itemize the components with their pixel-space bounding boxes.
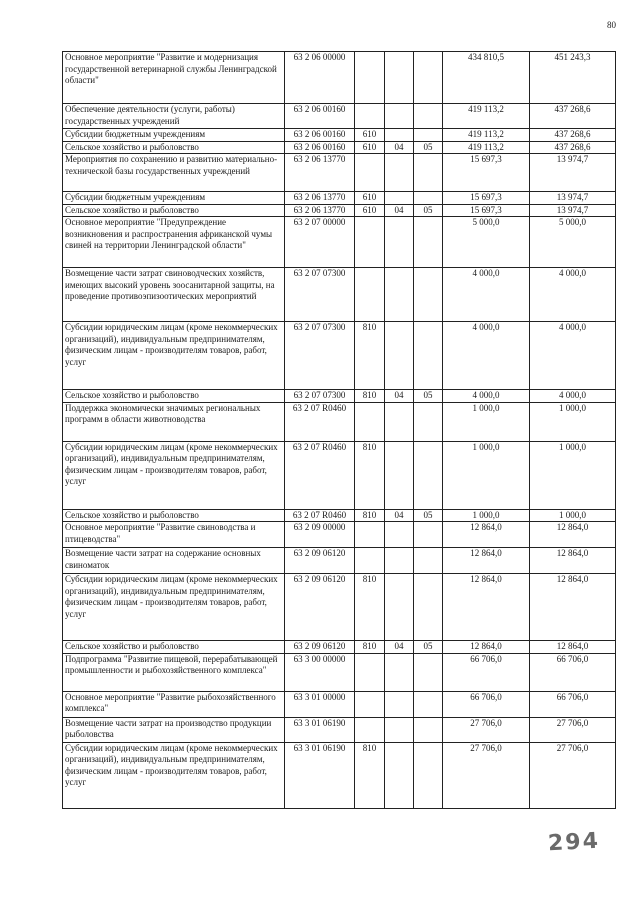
cell-name: Субсидии юридическим лицам (кроме некоммерческих организаций), индивидуальным предпринимателям, физическим лицам - производителям товаров, работ, услуг (63, 322, 285, 390)
cell-v1: 15 697,3 (443, 154, 530, 192)
table-row (63, 641, 616, 654)
table-row (63, 141, 616, 154)
cell-v1: 12 864,0 (443, 548, 530, 574)
cell-code: 63 3 01 00000 (285, 691, 355, 717)
table-row (63, 52, 616, 104)
cell-code: 63 2 07 R0460 (285, 441, 355, 509)
cell-vr: 810 (355, 322, 385, 390)
cell-name: Субсидии юридическим лицам (кроме некоммерческих организаций), индивидуальным предпринимателям, физическим лицам - производителям товаров, работ, услуг (63, 742, 285, 808)
table-row (63, 522, 616, 548)
cell-rz (385, 192, 414, 205)
cell-code: 63 2 07 07300 (285, 390, 355, 403)
cell-pr (414, 402, 443, 441)
cell-v2: 4 000,0 (530, 322, 616, 390)
cell-v2: 437 268,6 (530, 129, 616, 142)
cell-rz (385, 268, 414, 322)
cell-v2: 66 706,0 (530, 691, 616, 717)
cell-vr: 610 (355, 192, 385, 205)
page-number: 80 (607, 20, 616, 30)
table-row (63, 548, 616, 574)
cell-v2: 13 974,7 (530, 192, 616, 205)
cell-code: 63 2 07 07300 (285, 322, 355, 390)
cell-name: Подпрограмма "Развитие пищевой, перерабатывающей промышленности и рыбохозяйственного комплекса" (63, 653, 285, 691)
cell-pr (414, 574, 443, 641)
cell-pr (414, 192, 443, 205)
cell-pr (414, 129, 443, 142)
table-row (63, 192, 616, 205)
table-row (63, 204, 616, 217)
cell-name: Мероприятия по сохранению и развитию материально-технической базы государственных учреждений (63, 154, 285, 192)
cell-vr (355, 691, 385, 717)
cell-v2: 12 864,0 (530, 641, 616, 654)
cell-code: 63 3 00 00000 (285, 653, 355, 691)
cell-v1: 4 000,0 (443, 268, 530, 322)
table-row (63, 104, 616, 129)
cell-code: 63 2 09 06120 (285, 641, 355, 654)
cell-rz (385, 742, 414, 808)
cell-v1: 12 864,0 (443, 522, 530, 548)
cell-rz (385, 322, 414, 390)
cell-rz (385, 104, 414, 129)
cell-vr: 810 (355, 641, 385, 654)
cell-v2: 27 706,0 (530, 717, 616, 742)
cell-name: Субсидии юридическим лицам (кроме некоммерческих организаций), индивидуальным предпринимателям, физическим лицам - производителям товаров, работ, услуг (63, 441, 285, 509)
cell-vr (355, 268, 385, 322)
cell-v2: 12 864,0 (530, 574, 616, 641)
cell-rz (385, 441, 414, 509)
cell-code: 63 2 06 13770 (285, 204, 355, 217)
cell-rz: 04 (385, 204, 414, 217)
cell-v2: 27 706,0 (530, 742, 616, 808)
cell-v1: 15 697,3 (443, 204, 530, 217)
cell-pr: 05 (414, 390, 443, 403)
cell-rz: 04 (385, 390, 414, 403)
cell-vr (355, 154, 385, 192)
table-row (63, 441, 616, 509)
cell-name: Обеспечение деятельности (услуги, работы) государственных учреждений (63, 104, 285, 129)
cell-pr (414, 268, 443, 322)
cell-rz (385, 522, 414, 548)
table-row (63, 717, 616, 742)
cell-vr: 810 (355, 574, 385, 641)
cell-vr (355, 717, 385, 742)
cell-vr (355, 217, 385, 268)
cell-name: Возмещение части затрат свиноводческих хозяйств, имеющих высокий уровень зоосанитарной защиты, на проведение противоэпизоотических мероприятий (63, 268, 285, 322)
cell-code: 63 2 06 00160 (285, 141, 355, 154)
cell-pr (414, 154, 443, 192)
cell-pr: 05 (414, 204, 443, 217)
cell-rz (385, 52, 414, 104)
cell-v2: 1 000,0 (530, 509, 616, 522)
cell-v1: 1 000,0 (443, 441, 530, 509)
cell-v1: 27 706,0 (443, 717, 530, 742)
cell-rz (385, 717, 414, 742)
cell-code: 63 2 09 00000 (285, 522, 355, 548)
cell-pr (414, 522, 443, 548)
cell-name: Сельское хозяйство и рыболовство (63, 204, 285, 217)
cell-pr (414, 322, 443, 390)
cell-v2: 12 864,0 (530, 522, 616, 548)
cell-name: Основное мероприятие "Развитие рыбохозяйственного комплекса" (63, 691, 285, 717)
cell-name: Субсидии юридическим лицам (кроме некоммерческих организаций), индивидуальным предпринимателям, физическим лицам - производителям товаров, работ, услуг (63, 574, 285, 641)
cell-vr (355, 548, 385, 574)
budget-table (62, 51, 616, 809)
cell-v1: 12 864,0 (443, 641, 530, 654)
cell-pr (414, 548, 443, 574)
cell-v1: 12 864,0 (443, 574, 530, 641)
table-row (63, 402, 616, 441)
cell-name: Субсидии бюджетным учреждениям (63, 129, 285, 142)
cell-v1: 434 810,5 (443, 52, 530, 104)
cell-v2: 5 000,0 (530, 217, 616, 268)
cell-rz (385, 691, 414, 717)
cell-v1: 66 706,0 (443, 691, 530, 717)
cell-v1: 4 000,0 (443, 322, 530, 390)
cell-rz (385, 653, 414, 691)
cell-v2: 437 268,6 (530, 141, 616, 154)
cell-v1: 1 000,0 (443, 509, 530, 522)
cell-code: 63 2 07 07300 (285, 268, 355, 322)
cell-code: 63 2 07 R0460 (285, 402, 355, 441)
cell-name: Основное мероприятие "Развитие свиноводства и птицеводства" (63, 522, 285, 548)
table-row (63, 509, 616, 522)
cell-pr (414, 217, 443, 268)
cell-v2: 4 000,0 (530, 390, 616, 403)
cell-v2: 451 243,3 (530, 52, 616, 104)
cell-v2: 13 974,7 (530, 204, 616, 217)
cell-vr (355, 104, 385, 129)
cell-vr: 810 (355, 742, 385, 808)
cell-v2: 12 864,0 (530, 548, 616, 574)
cell-v1: 27 706,0 (443, 742, 530, 808)
table-row (63, 653, 616, 691)
cell-name: Сельское хозяйство и рыболовство (63, 641, 285, 654)
cell-code: 63 2 06 00160 (285, 104, 355, 129)
cell-pr (414, 742, 443, 808)
cell-rz: 04 (385, 509, 414, 522)
cell-vr (355, 52, 385, 104)
cell-pr: 05 (414, 641, 443, 654)
cell-pr: 05 (414, 141, 443, 154)
cell-v2: 4 000,0 (530, 268, 616, 322)
cell-vr: 810 (355, 509, 385, 522)
cell-name: Сельское хозяйство и рыболовство (63, 141, 285, 154)
cell-name: Сельское хозяйство и рыболовство (63, 390, 285, 403)
cell-v1: 419 113,2 (443, 129, 530, 142)
cell-vr: 810 (355, 441, 385, 509)
cell-code: 63 2 06 13770 (285, 192, 355, 205)
table-row (63, 154, 616, 192)
cell-pr: 05 (414, 509, 443, 522)
cell-code: 63 2 06 00160 (285, 129, 355, 142)
cell-code: 63 2 07 R0460 (285, 509, 355, 522)
cell-pr (414, 717, 443, 742)
cell-code: 63 2 09 06120 (285, 574, 355, 641)
table-row (63, 268, 616, 322)
cell-name: Сельское хозяйство и рыболовство (63, 509, 285, 522)
cell-code: 63 2 06 13770 (285, 154, 355, 192)
cell-vr: 810 (355, 390, 385, 403)
cell-vr (355, 653, 385, 691)
cell-v1: 15 697,3 (443, 192, 530, 205)
cell-rz (385, 129, 414, 142)
cell-v1: 1 000,0 (443, 402, 530, 441)
cell-code: 63 2 09 06120 (285, 548, 355, 574)
cell-v2: 1 000,0 (530, 441, 616, 509)
cell-pr (414, 691, 443, 717)
handwritten-page-mark: 294 (547, 828, 601, 857)
cell-pr (414, 653, 443, 691)
cell-v1: 66 706,0 (443, 653, 530, 691)
cell-name: Основное мероприятие "Развитие и модернизация государственной ветеринарной службы Ленинградской области" (63, 52, 285, 104)
cell-v1: 5 000,0 (443, 217, 530, 268)
cell-vr: 610 (355, 129, 385, 142)
cell-vr: 610 (355, 141, 385, 154)
cell-vr (355, 402, 385, 441)
cell-pr (414, 104, 443, 129)
cell-pr (414, 441, 443, 509)
cell-vr: 610 (355, 204, 385, 217)
cell-rz (385, 154, 414, 192)
cell-rz (385, 574, 414, 641)
cell-rz (385, 217, 414, 268)
cell-rz: 04 (385, 141, 414, 154)
cell-v2: 437 268,6 (530, 104, 616, 129)
cell-name: Основное мероприятие "Предупреждение возникновения и распространения африканской чумы свиней на территории Ленинградской области" (63, 217, 285, 268)
cell-v1: 4 000,0 (443, 390, 530, 403)
cell-rz: 04 (385, 641, 414, 654)
cell-name: Поддержка экономически значимых региональных программ в области животноводства (63, 402, 285, 441)
table-row (63, 742, 616, 808)
cell-v2: 13 974,7 (530, 154, 616, 192)
cell-v1: 419 113,2 (443, 141, 530, 154)
cell-name: Субсидии бюджетным учреждениям (63, 192, 285, 205)
cell-code: 63 3 01 06190 (285, 742, 355, 808)
table-row (63, 390, 616, 403)
table-row (63, 574, 616, 641)
cell-v1: 419 113,2 (443, 104, 530, 129)
cell-code: 63 2 07 00000 (285, 217, 355, 268)
cell-pr (414, 52, 443, 104)
cell-name: Возмещение части затрат на производство продукции рыболовства (63, 717, 285, 742)
cell-name: Возмещение части затрат на содержание основных свиноматок (63, 548, 285, 574)
table-row (63, 691, 616, 717)
table-row (63, 217, 616, 268)
cell-code: 63 2 06 00000 (285, 52, 355, 104)
table-row (63, 129, 616, 142)
cell-rz (385, 548, 414, 574)
cell-rz (385, 402, 414, 441)
cell-code: 63 3 01 06190 (285, 717, 355, 742)
cell-v2: 66 706,0 (530, 653, 616, 691)
cell-vr (355, 522, 385, 548)
cell-v2: 1 000,0 (530, 402, 616, 441)
table-row (63, 322, 616, 390)
